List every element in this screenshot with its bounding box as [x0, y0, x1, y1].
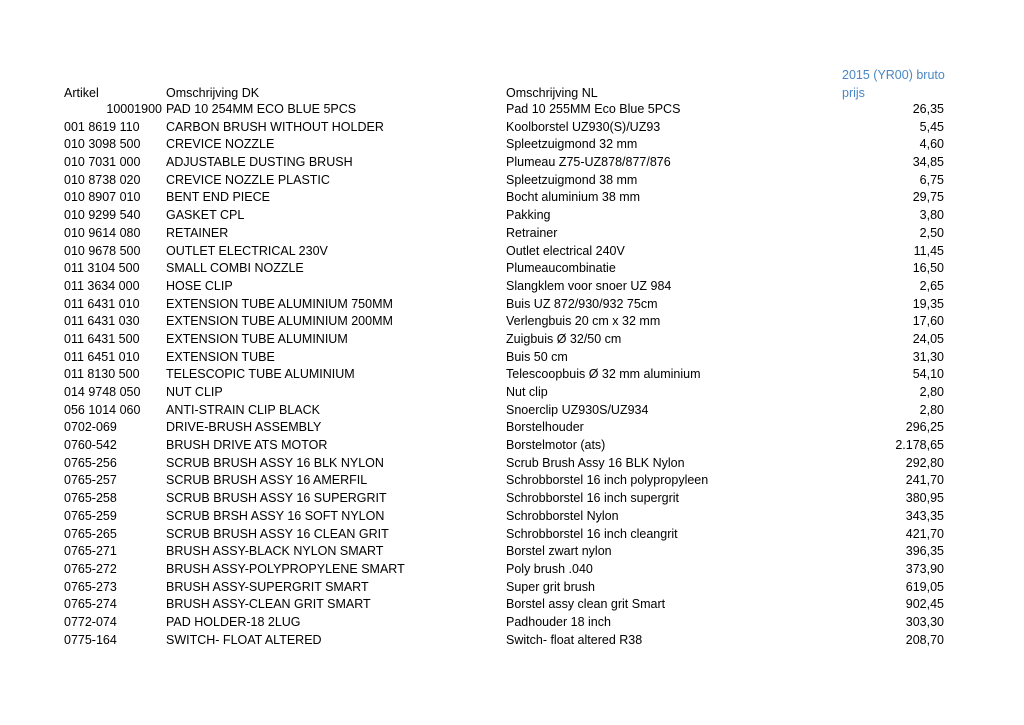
cell-artikel: 0765-257: [64, 473, 117, 488]
table-row: [0, 455, 1024, 473]
cell-omschrijving-nl: Borstelhouder: [506, 420, 584, 435]
table-row: [0, 366, 1024, 384]
cell-omschrijving-dk: BRUSH DRIVE ATS MOTOR: [166, 438, 328, 453]
cell-omschrijving-dk: OUTLET ELECTRICAL 230V: [166, 243, 328, 258]
table-row: [0, 154, 1024, 172]
cell-artikel: 010 3098 500: [64, 137, 141, 152]
cell-artikel: 010 8907 010: [64, 190, 141, 205]
cell-prijs: 208,70: [905, 632, 944, 647]
cell-prijs: 26,35: [912, 102, 944, 116]
table-row: [0, 225, 1024, 243]
cell-artikel: 0765-273: [64, 579, 117, 594]
cell-omschrijving-nl: Schrobborstel 16 inch supergrit: [506, 491, 680, 506]
cell-prijs: 241,70: [905, 473, 944, 488]
table-row: [0, 490, 1024, 508]
cell-omschrijving-nl: Spleetzuigmond 32 mm: [506, 137, 638, 152]
cell-artikel: 0772-074: [64, 614, 117, 629]
cell-omschrijving-nl: Snoerclip UZ930S/UZ934: [506, 402, 649, 417]
cell-omschrijving-dk: ADJUSTABLE DUSTING BRUSH: [166, 155, 353, 170]
cell-prijs: 34,85: [912, 155, 944, 170]
cell-omschrijving-dk: SMALL COMBI NOZZLE: [166, 261, 304, 276]
cell-prijs: 396,35: [905, 544, 944, 559]
cell-omschrijving-dk: BENT END PIECE: [166, 190, 270, 205]
cell-prijs: 380,95: [905, 491, 944, 506]
cell-omschrijving-nl: Buis UZ 872/930/932 75cm: [506, 296, 658, 311]
cell-artikel: 011 6431 030: [64, 314, 140, 329]
table-row: [0, 437, 1024, 455]
cell-prijs: 373,90: [905, 561, 944, 576]
cell-artikel: 0760-542: [64, 438, 117, 453]
table-row: [0, 189, 1024, 207]
cell-prijs: 2,65: [919, 278, 944, 293]
cell-omschrijving-nl: Schrobborstel 16 inch polypropyleen: [506, 473, 709, 488]
cell-omschrijving-nl: Borstel assy clean grit Smart: [506, 597, 666, 612]
cell-artikel: 0765-258: [64, 491, 117, 506]
cell-artikel: 056 1014 060: [64, 402, 141, 417]
cell-omschrijving-nl: Buis 50 cm: [506, 349, 568, 364]
table-row: [0, 384, 1024, 402]
cell-omschrijving-nl: Scrub Brush Assy 16 BLK Nylon: [506, 455, 685, 470]
cell-prijs: 2.178,65: [895, 438, 944, 453]
cell-omschrijving-nl: Bocht aluminium 38 mm: [506, 190, 641, 205]
cell-prijs: 296,25: [905, 420, 944, 435]
cell-omschrijving-dk: SCRUB BRUSH ASSY 16 SUPERGRIT: [166, 491, 387, 506]
cell-omschrijving-nl: Zuigbuis Ø 32/50 cm: [506, 331, 622, 346]
table-row: [0, 313, 1024, 331]
cell-prijs: 292,80: [905, 455, 944, 470]
cell-omschrijving-dk: EXTENSION TUBE ALUMINIUM 750MM: [166, 296, 393, 311]
cell-prijs: 24,05: [912, 331, 944, 346]
cell-prijs: 2,50: [919, 225, 944, 240]
cell-artikel: 0765-259: [64, 508, 117, 523]
cell-omschrijving-dk: BRUSH ASSY-SUPERGRIT SMART: [166, 579, 369, 594]
cell-omschrijving-dk: DRIVE-BRUSH ASSEMBLY: [166, 420, 322, 435]
header-omschrijving-dk: Omschrijving DK: [166, 86, 260, 100]
table-row: [0, 243, 1024, 261]
cell-omschrijving-dk: BRUSH ASSY-CLEAN GRIT SMART: [166, 597, 371, 612]
header-artikel: Artikel: [64, 86, 99, 100]
table-row: [0, 579, 1024, 597]
cell-omschrijving-nl: Outlet electrical 240V: [506, 243, 625, 258]
cell-prijs: 303,30: [905, 614, 944, 629]
table-row: [0, 278, 1024, 296]
cell-artikel: 010 7031 000: [64, 155, 141, 170]
table-row: [0, 614, 1024, 632]
cell-omschrijving-nl: Verlengbuis 20 cm x 32 mm: [506, 314, 661, 329]
cell-omschrijving-nl: Padhouder 18 inch: [506, 614, 611, 629]
cell-prijs: 31,30: [912, 349, 944, 364]
cell-omschrijving-dk: SCRUB BRSH ASSY 16 SOFT NYLON: [166, 508, 385, 523]
table-row: [0, 331, 1024, 349]
cell-omschrijving-nl: Spleetzuigmond 38 mm: [506, 172, 638, 187]
table-row: [0, 561, 1024, 579]
table-row: [0, 419, 1024, 437]
cell-omschrijving-dk: TELESCOPIC TUBE ALUMINIUM: [166, 367, 355, 382]
header-price-line2: prijs: [842, 86, 865, 100]
cell-artikel: 0765-271: [64, 544, 117, 559]
cell-artikel: 0765-256: [64, 455, 117, 470]
cell-omschrijving-dk: CARBON BRUSH WITHOUT HOLDER: [166, 119, 384, 134]
cell-prijs: 5,45: [919, 119, 944, 134]
cell-prijs: 2,80: [919, 402, 944, 417]
cell-omschrijving-dk: RETAINER: [166, 225, 229, 240]
table-row: [0, 402, 1024, 420]
cell-artikel: 10001900: [106, 102, 162, 116]
cell-omschrijving-nl: Pad 10 255MM Eco Blue 5PCS: [506, 102, 681, 116]
table-row: [0, 207, 1024, 225]
table-row: [0, 526, 1024, 544]
cell-omschrijving-nl: Schrobborstel 16 inch cleangrit: [506, 526, 678, 541]
cell-omschrijving-dk: GASKET CPL: [166, 208, 245, 223]
cell-omschrijving-nl: Telescoopbuis Ø 32 mm aluminium: [506, 367, 701, 382]
cell-omschrijving-dk: CREVICE NOZZLE PLASTIC: [166, 172, 330, 187]
table-row: [0, 596, 1024, 614]
cell-prijs: 3,80: [919, 208, 944, 223]
table-row: [0, 472, 1024, 490]
cell-omschrijving-dk: PAD HOLDER-18 2LUG: [166, 614, 301, 629]
cell-omschrijving-dk: SCRUB BRUSH ASSY 16 BLK NYLON: [166, 455, 384, 470]
cell-omschrijving-dk: SWITCH- FLOAT ALTERED: [166, 632, 322, 647]
cell-omschrijving-nl: Switch- float altered R38: [506, 632, 643, 647]
cell-artikel: 0765-265: [64, 526, 117, 541]
cell-artikel: 001 8619 110: [64, 119, 140, 134]
cell-artikel: 011 6451 010: [64, 349, 140, 364]
cell-artikel: 0765-272: [64, 561, 117, 576]
cell-omschrijving-nl: Koolborstel UZ930(S)/UZ93: [506, 119, 661, 134]
cell-prijs: 421,70: [905, 526, 944, 541]
cell-prijs: 11,45: [913, 243, 944, 258]
cell-omschrijving-nl: Slangklem voor snoer UZ 984: [506, 278, 672, 293]
cell-omschrijving-dk: CREVICE NOZZLE: [166, 137, 275, 152]
table-row: [0, 296, 1024, 314]
cell-artikel: 0702-069: [64, 420, 117, 435]
cell-prijs: 619,05: [905, 579, 944, 594]
cell-prijs: 17,60: [912, 314, 944, 329]
cell-omschrijving-dk: SCRUB BRUSH ASSY 16 CLEAN GRIT: [166, 526, 389, 541]
cell-artikel: 011 6431 010: [64, 296, 140, 311]
table-row: [0, 543, 1024, 561]
table-row: [0, 119, 1024, 137]
cell-artikel: 011 8130 500: [64, 367, 140, 382]
table-row: [0, 508, 1024, 526]
header-omschrijving-nl: Omschrijving NL: [506, 86, 598, 100]
cell-artikel: 010 9614 080: [64, 225, 141, 240]
cell-artikel: 0775-164: [64, 632, 117, 647]
cell-artikel: 010 9299 540: [64, 208, 141, 223]
cell-omschrijving-dk: ANTI-STRAIN CLIP BLACK: [166, 402, 320, 417]
cell-prijs: 4,60: [919, 137, 944, 152]
cell-omschrijving-dk: EXTENSION TUBE: [166, 349, 275, 364]
cell-artikel: 010 8738 020: [64, 172, 141, 187]
header-price-line1: 2015 (YR00) bruto: [842, 68, 945, 82]
cell-artikel: 0765-274: [64, 597, 117, 612]
cell-omschrijving-dk: NUT CLIP: [166, 385, 223, 399]
cell-omschrijving-nl: Super grit brush: [506, 579, 595, 594]
table-row: [0, 101, 1024, 119]
cell-artikel: 011 3634 000: [64, 278, 140, 293]
cell-artikel: 014 9748 050: [64, 385, 141, 399]
cell-omschrijving-nl: Borstelmotor (ats): [506, 438, 606, 453]
cell-prijs: 6,75: [919, 172, 944, 187]
cell-artikel: 011 3104 500: [64, 261, 140, 276]
cell-omschrijving-nl: Retrainer: [506, 225, 558, 240]
cell-omschrijving-dk: PAD 10 254MM ECO BLUE 5PCS: [166, 102, 357, 116]
table-row: [0, 632, 1024, 650]
cell-prijs: 902,45: [905, 597, 944, 612]
table-row: [0, 136, 1024, 154]
cell-prijs: 2,80: [919, 385, 944, 399]
price-table-body: [0, 101, 1024, 649]
cell-omschrijving-nl: Poly brush .040: [506, 561, 593, 576]
table-row: [0, 349, 1024, 367]
cell-prijs: 29,75: [912, 190, 944, 205]
cell-omschrijving-dk: BRUSH ASSY-BLACK NYLON SMART: [166, 544, 384, 559]
cell-omschrijving-nl: Plumeaucombinatie: [506, 261, 616, 276]
cell-omschrijving-dk: EXTENSION TUBE ALUMINIUM 200MM: [166, 314, 393, 329]
cell-omschrijving-nl: Nut clip: [506, 385, 548, 399]
cell-prijs: 19,35: [912, 296, 944, 311]
cell-prijs: 16,50: [912, 261, 944, 276]
cell-prijs: 54,10: [912, 367, 944, 382]
cell-omschrijving-nl: Schrobborstel Nylon: [506, 508, 619, 523]
cell-omschrijving-nl: Borstel zwart nylon: [506, 544, 612, 559]
cell-omschrijving-dk: EXTENSION TUBE ALUMINIUM: [166, 331, 348, 346]
cell-omschrijving-dk: HOSE CLIP: [166, 278, 233, 293]
cell-omschrijving-dk: BRUSH ASSY-POLYPROPYLENE SMART: [166, 561, 405, 576]
cell-artikel: 011 6431 500: [64, 331, 140, 346]
header-price: [842, 66, 952, 102]
table-row: [0, 172, 1024, 190]
table-row: [0, 260, 1024, 278]
cell-omschrijving-nl: Plumeau Z75-UZ878/877/876: [506, 155, 671, 170]
cell-omschrijving-dk: SCRUB BRUSH ASSY 16 AMERFIL: [166, 473, 368, 488]
cell-prijs: 343,35: [905, 508, 944, 523]
cell-omschrijving-nl: Pakking: [506, 208, 551, 223]
cell-artikel: 010 9678 500: [64, 243, 141, 258]
